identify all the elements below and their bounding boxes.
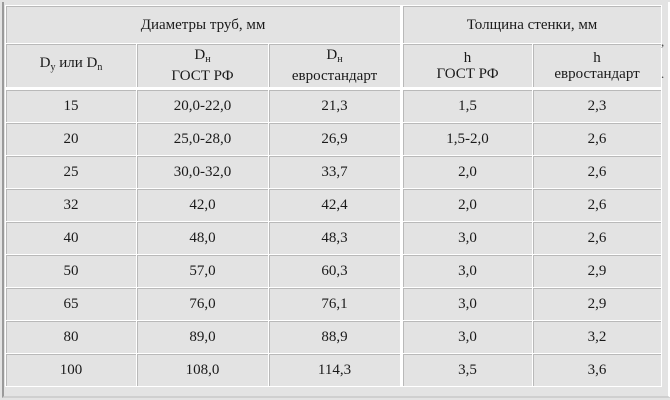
table-row — [6, 255, 662, 288]
wall-gost-cell: 3,0 — [402, 255, 533, 288]
nominal-diameter-cell: 20 — [6, 123, 137, 156]
outer-diameter-euro-header: $D_н$ евростандарт — [269, 44, 402, 89]
nominal-diameter-cell: 100 — [6, 354, 137, 387]
nominal-diameter-cell: 65 — [6, 288, 137, 321]
group-header-row — [6, 6, 662, 44]
table-row — [6, 354, 662, 387]
wall-euro-header: h евростандарт — [533, 44, 662, 89]
outer-diameter-gost-cell: 20,0-22,0 — [137, 89, 269, 123]
table-row — [6, 222, 662, 255]
nominal-diameter-cell: 25 — [6, 156, 137, 189]
wall-euro-cell: 2,6 — [533, 156, 662, 189]
nominal-diameter-cell: 32 — [6, 189, 137, 222]
wall-gost-cell: 1,5 — [402, 89, 533, 123]
outer-diameter-gost-cell: 57,0 — [137, 255, 269, 288]
outer-diameter-euro-cell: 88,9 — [269, 321, 402, 354]
wall-euro-cell: 2,3 — [533, 89, 662, 123]
table-row — [6, 89, 662, 123]
outer-diameter-gost-cell: 89,0 — [137, 321, 269, 354]
nominal-diameter-header: $D_у$ или $D_n$ — [6, 44, 137, 89]
outer-diameter-gost-header: $D_н$ ГОСТ РФ — [137, 44, 269, 89]
wall-euro-cell: 2,6 — [533, 222, 662, 255]
outer-diameter-euro-cell: 21,3 — [269, 89, 402, 123]
wall-gost-cell: 3,0 — [402, 288, 533, 321]
wall-euro-cell: 2,6 — [533, 189, 662, 222]
column-header-row — [6, 44, 662, 89]
table-row — [6, 156, 662, 189]
outer-diameter-euro-cell: 33,7 — [269, 156, 402, 189]
wall-gost-cell: 3,5 — [402, 354, 533, 387]
outer-diameter-euro-cell: 114,3 — [269, 354, 402, 387]
wall-gost-cell: 2,0 — [402, 189, 533, 222]
diameters-group-header: Диаметры труб, мм — [6, 6, 402, 44]
wall-gost-cell: 2,0 — [402, 156, 533, 189]
wall-euro-cell: 2,9 — [533, 255, 662, 288]
wall-gost-cell: 3,0 — [402, 222, 533, 255]
table-row — [6, 189, 662, 222]
wall-gost-cell: 3,0 — [402, 321, 533, 354]
outer-diameter-gost-cell: 25,0-28,0 — [137, 123, 269, 156]
wall-thickness-group-header: Толщина стенки, мм — [402, 6, 662, 44]
edge-mark: , — [661, 34, 665, 49]
outer-diameter-gost-cell: 30,0-32,0 — [137, 156, 269, 189]
edge-mark: . — [661, 66, 665, 81]
wall-euro-cell: 2,9 — [533, 288, 662, 321]
wall-gost-header: h ГОСТ РФ — [402, 44, 533, 89]
nominal-diameter-cell: 40 — [6, 222, 137, 255]
pipe-dimensions-table — [5, 5, 665, 387]
outer-diameter-gost-cell: 76,0 — [137, 288, 269, 321]
wall-euro-cell: 2,6 — [533, 123, 662, 156]
table-row — [6, 321, 662, 354]
table-body — [6, 89, 662, 387]
outer-diameter-gost-cell: 108,0 — [137, 354, 269, 387]
outer-diameter-euro-cell: 48,3 — [269, 222, 402, 255]
outer-diameter-gost-cell: 42,0 — [137, 189, 269, 222]
nominal-diameter-cell: 50 — [6, 255, 137, 288]
outer-diameter-gost-cell: 48,0 — [137, 222, 269, 255]
outer-diameter-euro-cell: 76,1 — [269, 288, 402, 321]
wall-gost-cell: 1,5-2,0 — [402, 123, 533, 156]
table-row — [6, 123, 662, 156]
wall-euro-cell: 3,2 — [533, 321, 662, 354]
outer-diameter-euro-cell: 42,4 — [269, 189, 402, 222]
outer-diameter-euro-cell: 26,9 — [269, 123, 402, 156]
table-row — [6, 288, 662, 321]
wall-euro-cell: 3,6 — [533, 354, 662, 387]
nominal-diameter-cell: 15 — [6, 89, 137, 123]
outer-diameter-euro-cell: 60,3 — [269, 255, 402, 288]
nominal-diameter-cell: 80 — [6, 321, 137, 354]
